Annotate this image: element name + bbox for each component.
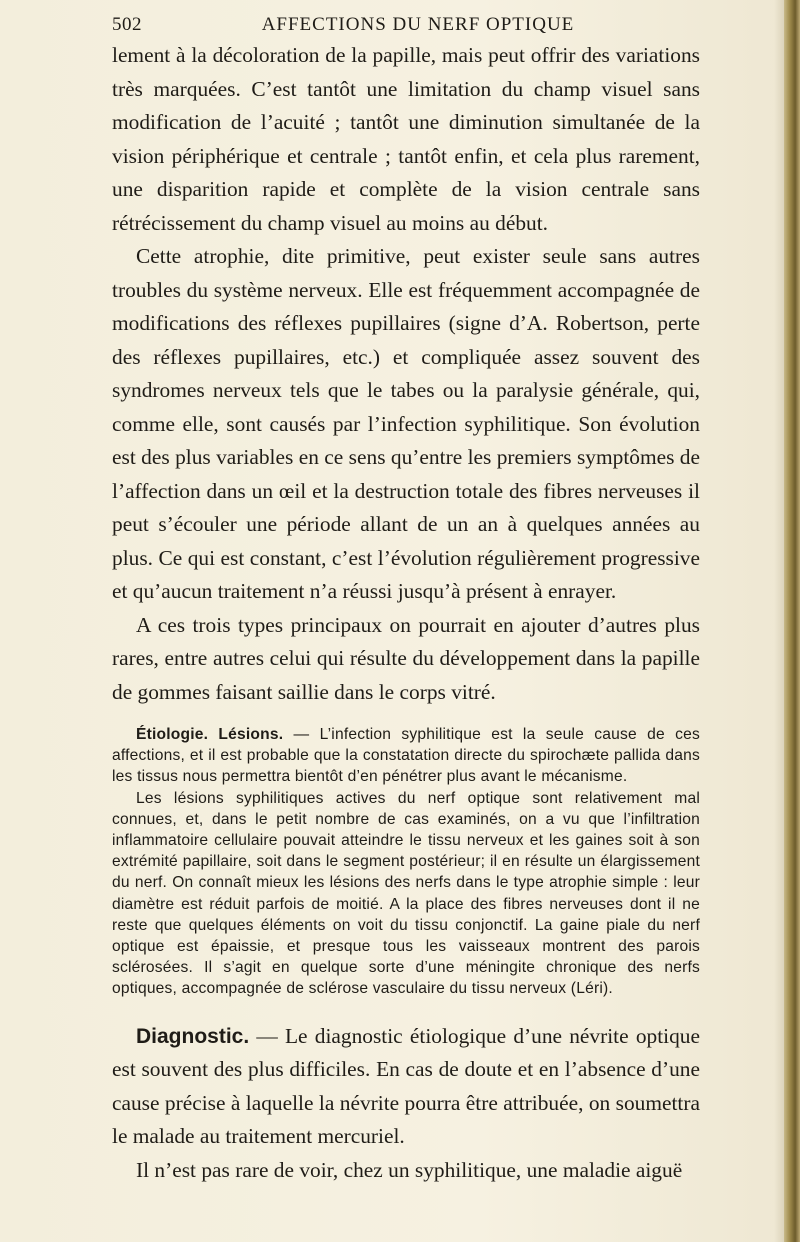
diagnostic-continuation: Il n’est pas rare de voir, chez un syphilitique, une maladie aiguë <box>136 1157 683 1182</box>
page-body <box>112 39 700 1187</box>
etiology-paragraph <box>112 724 700 788</box>
running-header <box>112 14 700 38</box>
diagnostic-heading: Diagnostic. <box>136 1024 250 1048</box>
page-edge <box>784 0 800 1242</box>
diagnostic-paragraph <box>112 1020 700 1154</box>
etiology-text: — L’infection syphilitique est la seule cause de ces affections, et il est probable que la constatation directe du spirochæte pallida dans les tissus nous permettra bientôt d’en pénétrer plus avant le mécanisme. <box>112 726 700 786</box>
etiology-section <box>112 724 700 1000</box>
paragraph-other-types: A ces trois types principaux on pourrait en ajouter d’autres plus rares, entre autres celui qui résulte du développement dans la papille de gommes faisant saillie dans le corps vitré. <box>112 612 700 704</box>
etiology-heading: Étiologie. Lésions. <box>136 726 284 743</box>
lesions-paragraph: Les lésions syphilitiques actives du nerf optique sont relativement mal connues, et, dans le petit nombre de cas examinés, on a vu que l’infiltration inflammatoire cellulaire pouvait atteindre le tissu nerveux et les gaines soit à son extrémité papillaire, soit dans le segment postérieur; il en résulte un élargissement du nerf. On connaît mieux les lésions des nerfs dans le type atrophie simple : leur diamètre est réduit parfois de moitié. A la place des fibres nerveuses dont il ne reste que quelques éléments on voit du tissu conjonctif. La gaine piale du nerf optique est épaissie, et presque tous les vaisseaux montrent des parois sclérosées. Il s’agit en quelque sorte d’une méningite chronique des nerfs optiques, accompagnée de sclérose vasculaire du tissu nerveux (Léri). <box>112 789 700 998</box>
diagnostic-text: — Le diagnostic étiologique d’une névrite optique est souvent des plus difficiles. En cas de doute et en l’absence d’une cause précise à laquelle la névrite pourra être attribuée, on soumettra le malade au traitement mercuriel. <box>112 1023 700 1149</box>
paragraph-atrophy: Cette atrophie, dite primitive, peut exister seule sans autres troubles du système nerveux. Elle est fréquemment accompagnée de modifications des réflexes pupillaires (signe d’A. Robertson, perte des réflexes pupillaires, etc.) et compliquée assez souvent des syndromes nerveux tels que le tabes ou la paralysie générale, qui, comme elle, sont causés par l’infection syphilitique. Son évolution est des plus variables en ce sens qu’entre les premiers symptômes de l’affection dans un œil et la destruction totale des fibres nerveuses il peut s’écouler une période allant de un an à quelques années au plus. Ce qui est constant, c’est l’évolution régulièrement progressive et qu’aucun traitement n’a réussi jusqu’à présent à enrayer. <box>112 244 700 603</box>
running-title: AFFECTIONS DU NERF OPTIQUE <box>261 14 575 35</box>
paragraph-continuation: lement à la décoloration de la papille, mais peut offrir des variations très marquées. C’est tantôt une limitation du champ visuel sans modification de l’acuité ; tantôt une diminution simultanée de la vision périphérique et centrale ; tantôt enfin, et cela plus rarement, une disparition rapide et complète de la vision centrale sans rétrécissement du champ visuel au moins au début. <box>112 43 700 235</box>
diagnostic-section <box>112 1020 700 1188</box>
page-number: 502 <box>112 14 142 35</box>
page-edge-shadow <box>774 0 784 1242</box>
